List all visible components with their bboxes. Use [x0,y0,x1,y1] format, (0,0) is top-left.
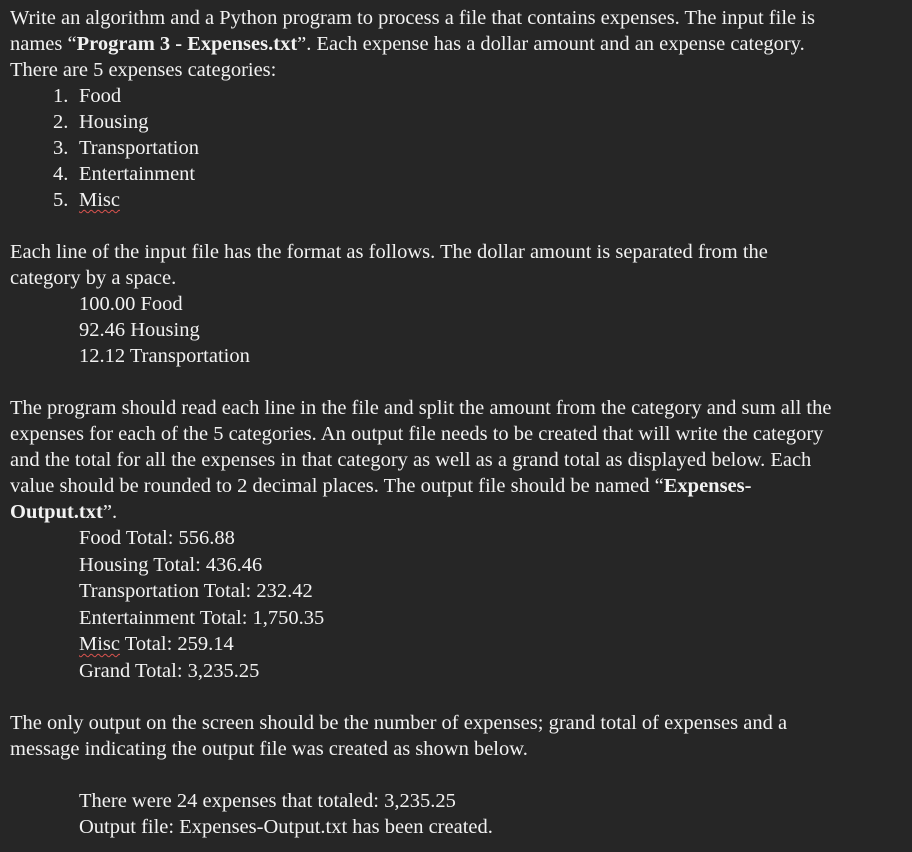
grand-total: Grand Total: 3,235.25 [79,659,260,682]
blank-line [10,369,912,395]
example-line: 92.46 Housing [79,319,200,341]
requirements-text: ”. [102,501,118,523]
list-item [10,187,912,213]
requirements-text: value should be rounded to 2 decimal places. The output file should be named “ [10,475,664,497]
list-item [10,83,912,109]
category-list [10,83,912,213]
blank-line [10,213,912,239]
list-item-label: Food [79,85,122,107]
output-filename: Output.txt [10,501,103,523]
blank-line [10,684,912,710]
requirements-line-2: expenses for each of the 5 categories. An output file needs to be created that will write the category [10,423,824,445]
screen-output-paragraph [10,710,912,762]
list-item-label: Entertainment [79,163,196,185]
totals-block [10,525,912,684]
requirements-line-1: The program should read each line in the file and split the amount from the category and sum all the [10,397,832,419]
format-line-1: Each line of the input file has the format as follows. The dollar amount is separated from the [10,241,768,263]
format-line-2: category by a space. [10,267,177,289]
example-lines [10,291,912,369]
document-body [10,5,912,840]
intro-text: names “ [10,33,77,55]
transportation-total: Transportation Total: 232.42 [79,580,313,602]
screen-output-line: Output file: Expenses-Output.txt has been created. [79,816,493,838]
list-number: 3. [53,137,69,159]
example-line: 100.00 Food [79,293,183,315]
output-filename: Expenses- [663,475,752,497]
screen-output-line: There were 24 expenses that totaled: 3,235.25 [79,790,456,812]
list-number: 4. [53,163,69,185]
list-item-label: Misc [79,189,120,211]
list-item [10,135,912,161]
requirements-paragraph [10,395,912,525]
intro-line-3: There are 5 expenses categories: [10,59,277,81]
list-item [10,109,912,135]
screen-line-2: message indicating the output file was created as shown below. [10,738,528,760]
requirements-line-4 [10,473,912,499]
list-number: 1. [53,85,69,107]
input-filename: Program 3 - Expenses.txt [76,33,298,55]
list-item-label: Transportation [79,137,199,159]
intro-paragraph [10,5,900,83]
entertainment-total: Entertainment Total: 1,750.35 [79,606,325,629]
housing-total: Housing Total: 436.46 [79,553,263,576]
list-number: 2. [53,111,69,133]
blank-line [10,762,912,788]
intro-line-2 [10,31,900,57]
list-item [10,161,912,187]
screen-line-1: The only output on the screen should be the number of expenses; grand total of expenses and a [10,712,788,734]
food-total: Food Total: 556.88 [79,527,235,549]
misc-word: Misc [79,633,120,655]
intro-line-1: Write an algorithm and a Python program to process a file that contains expenses. The input file is [10,7,815,29]
requirements-line-3: and the total for all the expenses in that category as well as a grand total as displayed below. Each [10,449,812,471]
list-number: 5. [53,189,69,211]
example-line: 12.12 Transportation [79,345,250,367]
misc-amount: Total: 259.14 [120,633,234,655]
requirements-line-5 [10,499,912,525]
list-item-label: Housing [79,111,149,133]
screen-output-example [10,788,912,840]
format-paragraph [10,239,912,291]
intro-text: ”. Each expense has a dollar amount and an expense category. [297,33,805,55]
misc-total [79,631,912,658]
